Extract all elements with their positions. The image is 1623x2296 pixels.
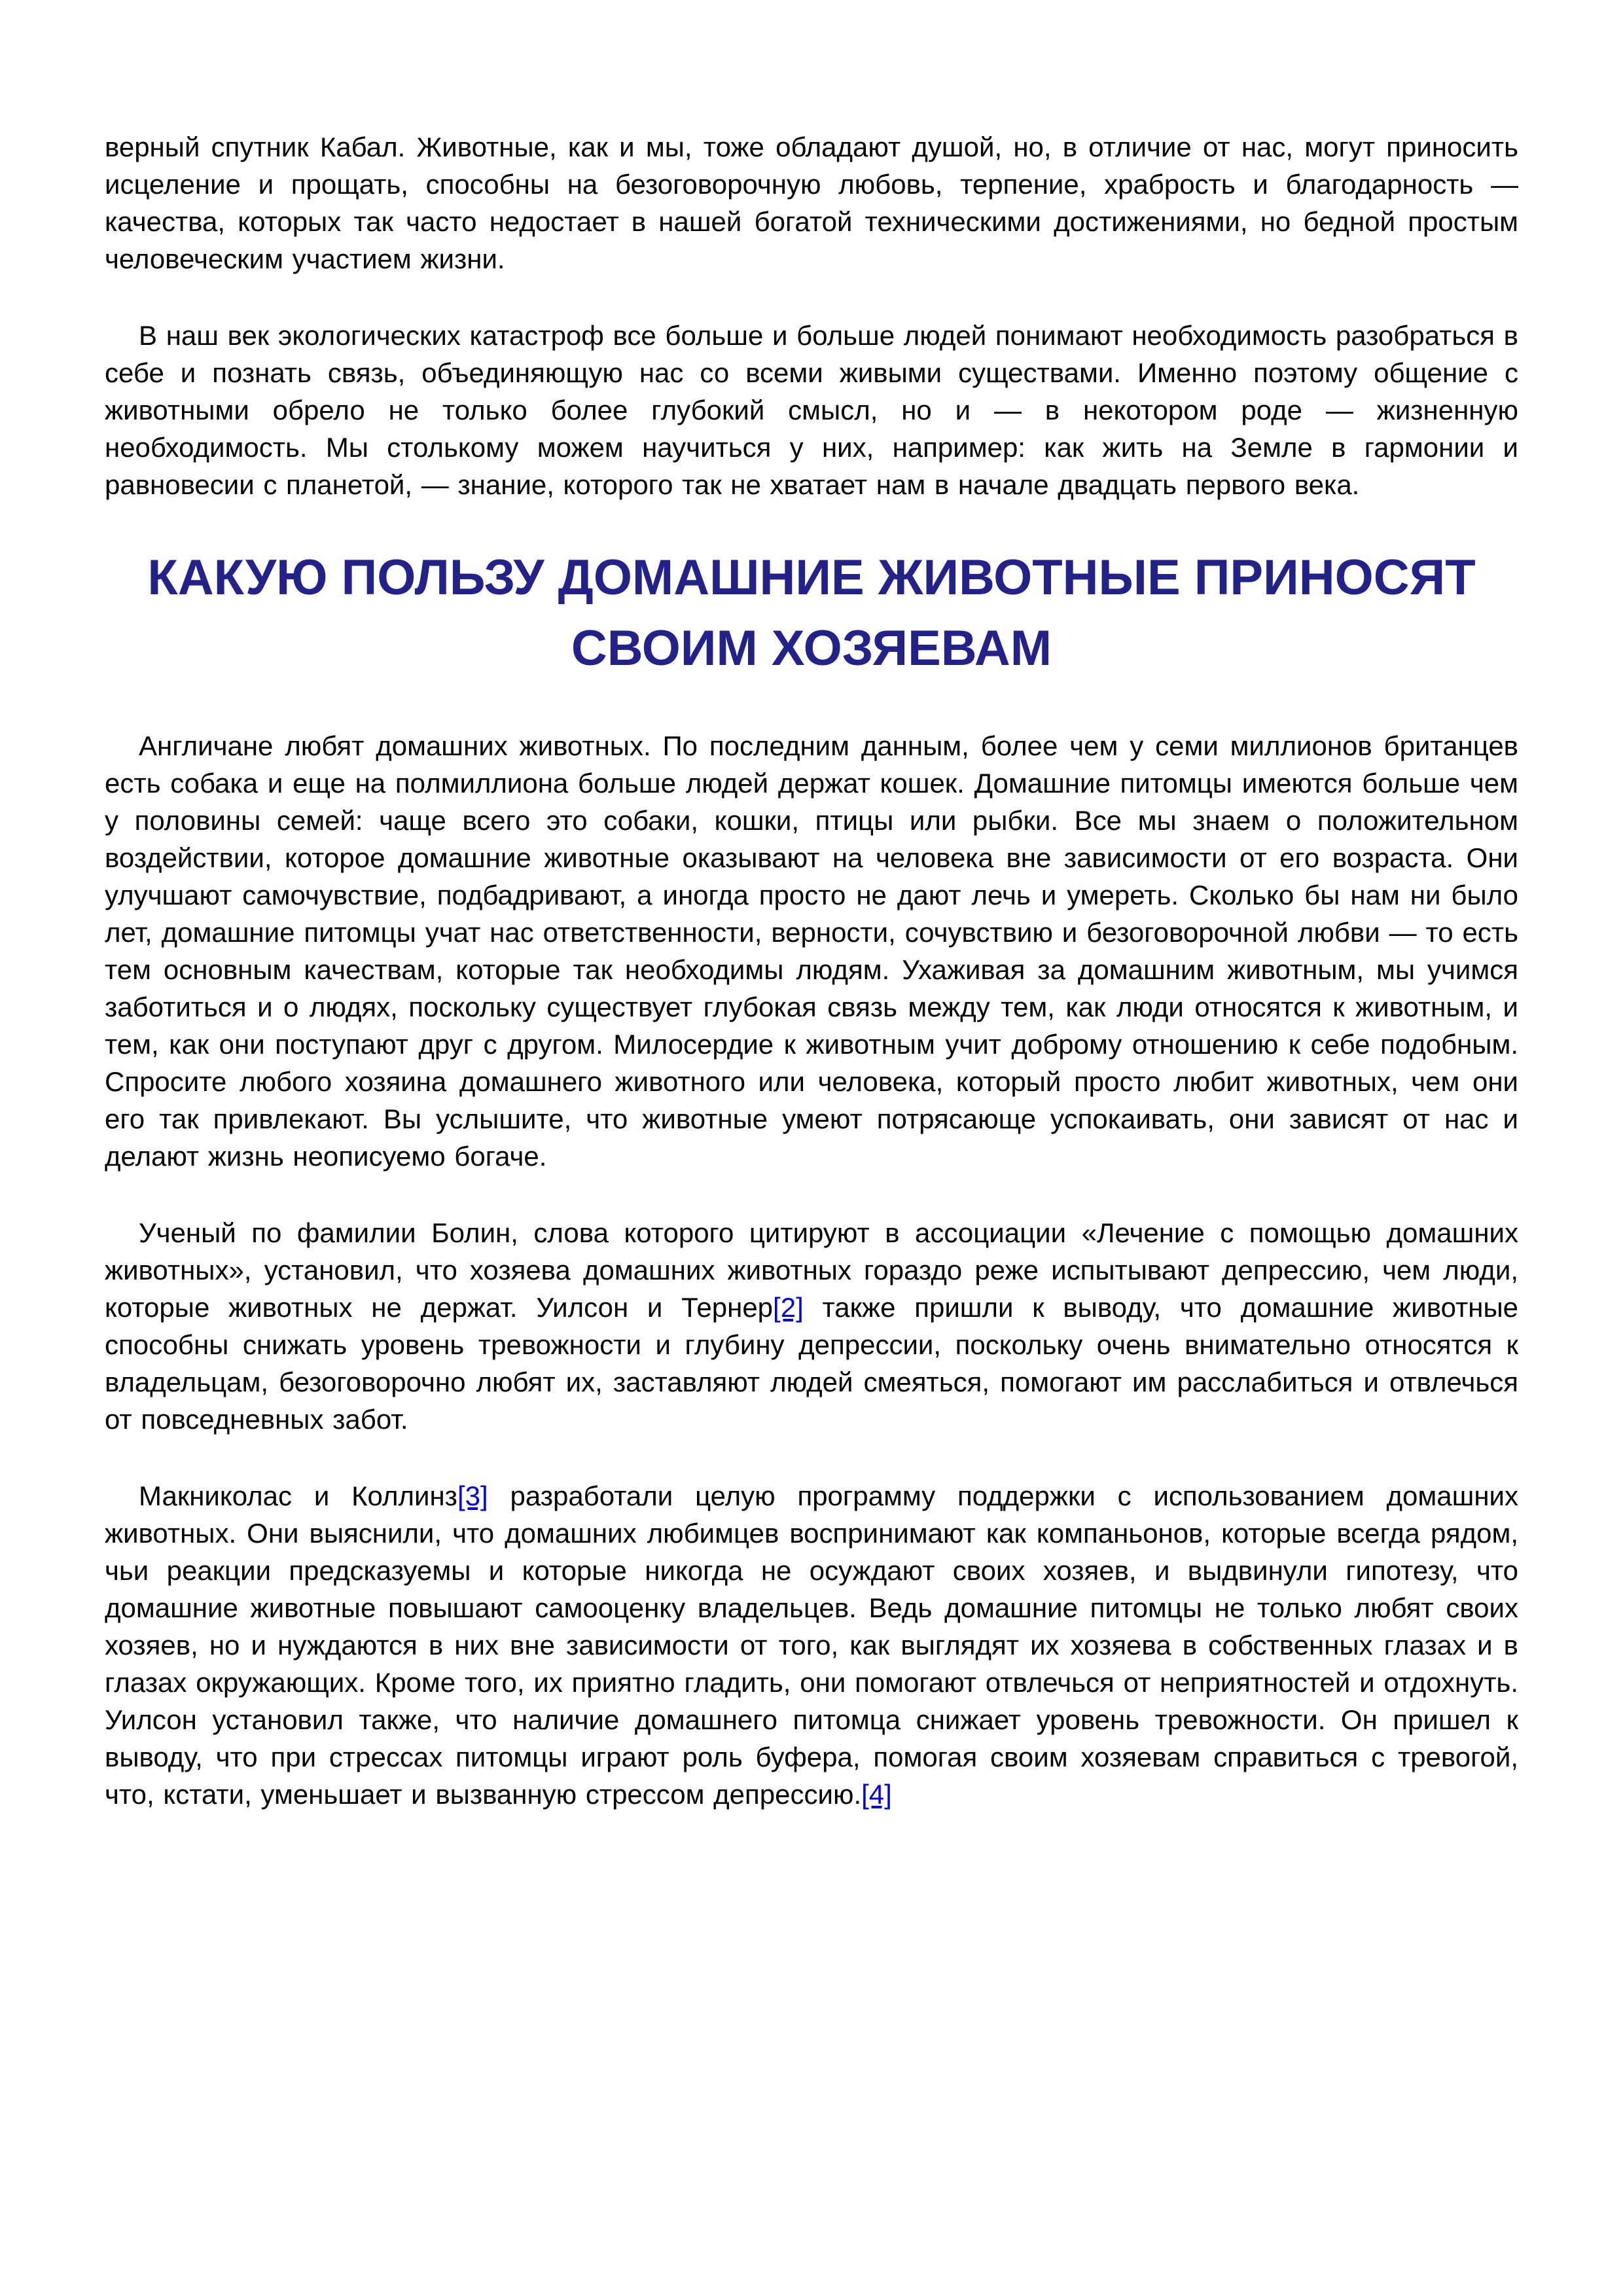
body-section	[105, 727, 1518, 1813]
paragraph-text: Макниколас и Коллинз	[139, 1480, 457, 1511]
paragraph-text: В наш век экологических катастроф все больше и больше людей понимают необходимость разобраться в себе и познать связь, объединяющую нас со всеми живыми существами. Именно поэтому общение с животными обрело не только более глубокий смысл, но и — в некотором роде — жизненную необходимость. Мы столькому можем научиться у них, например: как жить на Земле в гармонии и равновесии с планетой, — знание, которого так не хватает нам в начале двадцать первого века.	[105, 320, 1518, 500]
section-heading: КАКУЮ ПОЛЬЗУ ДОМАШНИЕ ЖИВОТНЫЕ ПРИНОСЯТ СВОИМ ХОЗЯЕВАМ	[147, 550, 1476, 676]
paragraph-text: верный спутник Кабал. Животные, как и мы, тоже обладают душой, но, в отличие от нас, могут приносить исцеление и прощать, способны на безоговорочную любовь, терпение, храбрость и благодарность — качества, которых так часто недостает в нашей богатой техническими достижениями, но бедной простым человеческим участием жизни.	[105, 132, 1518, 274]
paragraph	[105, 317, 1518, 503]
paragraph-text: разработали целую программу поддержки с использованием домашних животных. Они выяснили, что домашних любимцев воспринимают как компаньонов, которые всегда рядом, чьи реакции предсказуемы и которые никогда не осуждают своих хозяев, и выдвинули гипотезу, что домашние животные повышают самооценку владельцев. Ведь домашние питомцы не только любят своих хозяев, но и нуждаются в них вне зависимости от того, как выглядят их хозяева в собственных глазах и в глазах окружающих. Кроме того, их приятно гладить, они помогают отвлечься от неприятностей и отдохнуть. Уилсон установил также, что наличие домашнего питомца снижает уровень тревожности. Он пришел к выводу, что при стрессах питомцы играют роль буфера, помогая своим хозяевам справиться с тревогой, что, кстати, уменьшает и вызванную стрессом депрессию.	[105, 1480, 1519, 1810]
intro-section	[105, 128, 1518, 503]
paragraph	[105, 128, 1518, 278]
footnote-link-2[interactable]: [2]	[773, 1292, 804, 1323]
footnote-link-3[interactable]: [3]	[457, 1480, 488, 1511]
paragraph	[105, 727, 1518, 1175]
paragraph-text: Англичане любят домашних животных. По последним данным, более чем у семи миллионов британцев есть собака и еще на полмиллиона больше людей держат кошек. Домашние питомцы имеются больше чем у половины семей: чаще всего это собаки, кошки, птицы или рыбки. Все мы знаем о положительном воздействии, которое домашние животные оказывают на человека вне зависимости от его возраста. Они улучшают самочувствие, подбадривают, а иногда просто не дают лечь и умереть. Сколько бы нам ни было лет, домашние питомцы учат нас ответственности, верности, сочувствию и безоговорочной любви — то есть тем основным качествам, которые так необходимы людям. Ухаживая за домашним животным, мы учимся заботиться и о людях, поскольку существует глубокая связь между тем, как люди относятся к животным, и тем, как они поступают друг с другом. Милосердие к животным учит доброму отношению к себе подобным. Спросите любого хозяина домашнего животного или человека, который просто любит животных, чем они его так привлекают. Вы услышите, что животные умеют потрясающе успокаивать, они зависят от нас и делают жизнь неописуемо богаче.	[105, 730, 1518, 1172]
paragraph-text: также пришли к выводу, что домашние животные способны снижать уровень тревожности и глубину депрессии, поскольку очень внимательно относятся к владельцам, безоговорочно любят их, заставляют людей смеяться, помогают им расслабиться и отвлечься от повседневных забот.	[105, 1292, 1518, 1435]
paragraph	[105, 1477, 1518, 1813]
paragraph-text: Ученый по фамилии Болин, слова которого цитируют в ассоциации «Лечение с помощью домашних животных», установил, что хозяева домашних животных гораздо реже испытывают депрессию, чем люди, которые животных не держат. Уилсон и Тернер	[105, 1217, 1518, 1323]
paragraph	[105, 1214, 1518, 1438]
footnote-link-4[interactable]: [4]	[861, 1779, 892, 1810]
